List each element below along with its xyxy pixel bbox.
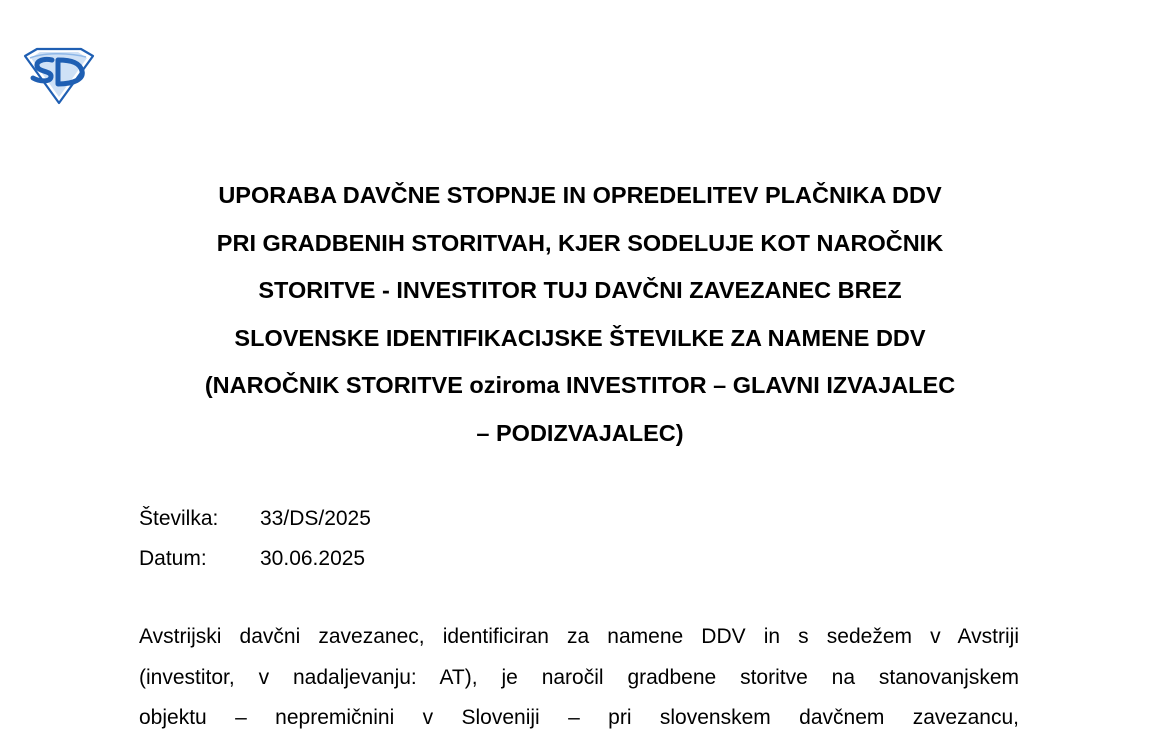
title-line: (NAROČNIK STORITVE oziroma INVESTITOR – GLAVNI IZVAJALEC: [204, 372, 956, 398]
title-line: SLOVENSKE IDENTIFIKACIJSKE ŠTEVILKE ZA NAMENE DDV: [234, 324, 926, 351]
body-line: (investitor, v nadaljevanju: AT), je naročil gradbene storitve na stanovanjskem: [139, 665, 1019, 689]
date-label: Datum:: [139, 547, 207, 570]
document-metadata: [139, 499, 739, 579]
number-value: 33/DS/2025: [260, 507, 371, 530]
date-row: [139, 539, 739, 579]
body-line: Avstrijski davčni zavezanec, identificiran za namene DDV in s sedežem v Avstriji: [139, 625, 1019, 648]
title-line: – PODIZVAJALEC): [476, 419, 684, 446]
title-line: STORITVE - INVESTITOR TUJ DAVČNI ZAVEZANEC BREZ: [258, 277, 902, 303]
number-row: [139, 499, 739, 539]
document-title: [140, 172, 1020, 457]
date-value: 30.06.2025: [260, 547, 366, 570]
sd-shield-logo-icon: [22, 47, 96, 105]
body-paragraph: [139, 617, 1019, 739]
number-label: Številka:: [139, 507, 219, 530]
title-line: PRI GRADBENIH STORITVAH, KJER SODELUJE KOT NAROČNIK: [216, 229, 944, 256]
title-line: UPORABA DAVČNE STOPNJE IN OPREDELITEV PLAČNIKA DDV: [218, 182, 942, 208]
body-line: objektu – nepremičnini v Sloveniji – pri slovenskem davčnem zavezancu,: [139, 706, 1019, 729]
